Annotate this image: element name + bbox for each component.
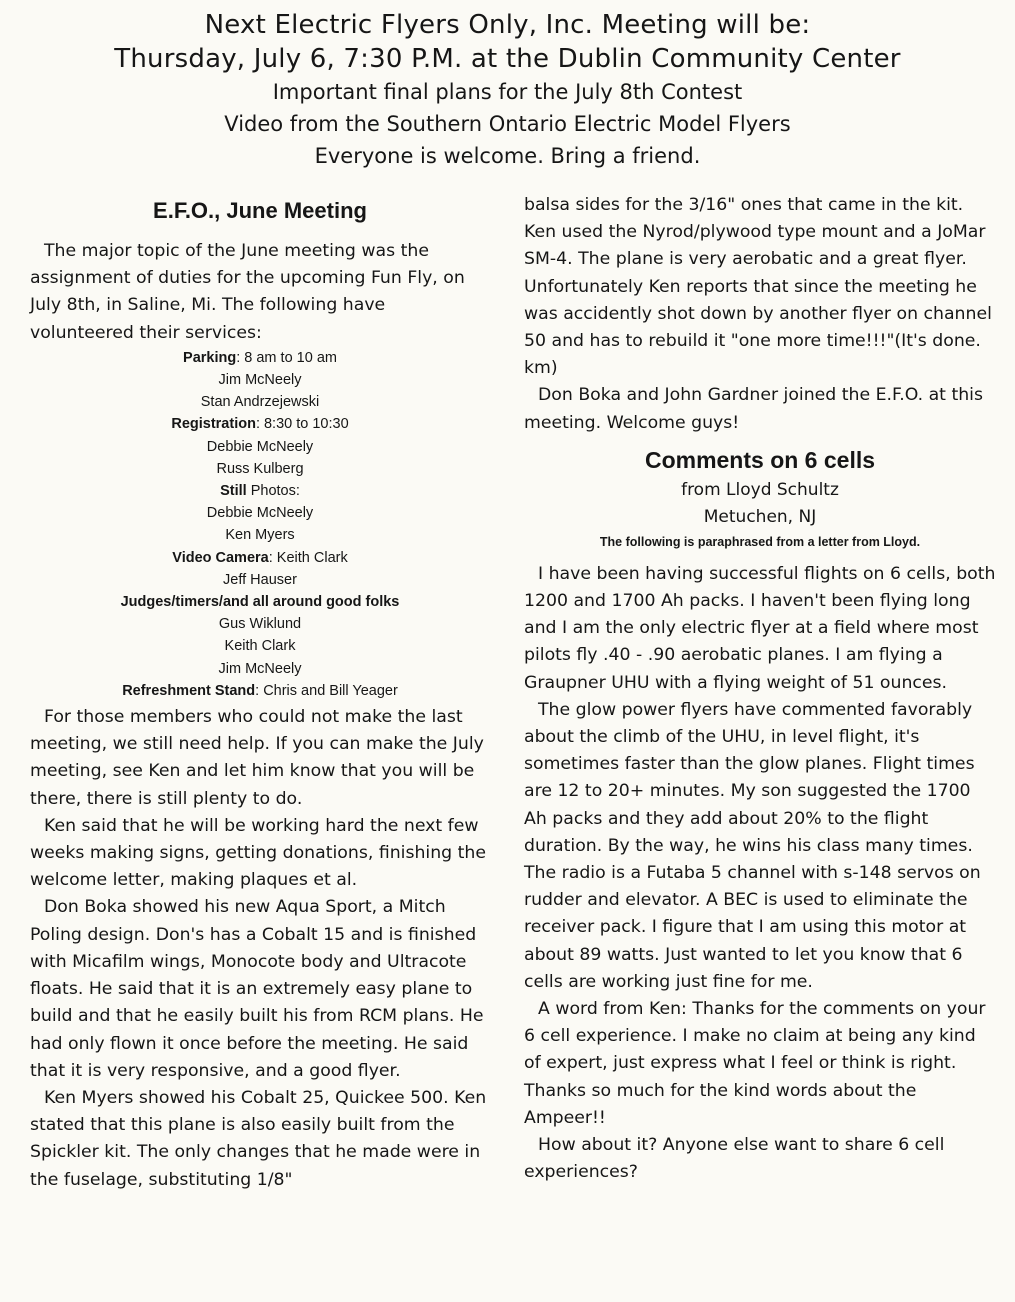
- duty-still-photos: [30, 480, 490, 502]
- left-column: [30, 192, 490, 1194]
- volunteer-name: : Chris and Bill Yeager: [255, 682, 398, 699]
- paragraph-help-needed: For those members who could not make the last meeting, we still need help. If you can make the July meeting, see Ken and let him know that you will be there, there is still plenty to do.: [30, 707, 484, 809]
- volunteer-name: Debbie McNeely: [206, 438, 314, 455]
- right-column: [524, 192, 996, 1187]
- duty-label: Judges/timers/and all around good folks: [120, 594, 400, 611]
- meeting-announcement: [0, 8, 1015, 172]
- volunteer-name: Debbie McNeely: [206, 505, 314, 522]
- volunteer-name: Keith Clark: [224, 638, 296, 655]
- volunteer-name: Jeff Hauser: [223, 571, 297, 588]
- duty-label: Parking: [183, 349, 237, 366]
- duty-label: Still: [220, 483, 247, 500]
- paragraph-quickee-continued: balsa sides for the 3/16" ones that came in the kit. Ken used the Nyrod/plywood type mount and a JoMar SM-4. The plane is very aerobatic and a great flyer. Unfortunately Ken reports that since the meeting he was accidently shot down by another flyer on channel 50 and has to rebuild it "one more time!!!"(It's done. km): [524, 195, 992, 379]
- volunteer-name: Gus Wiklund: [218, 616, 302, 633]
- paragraph-glow-comparison: The glow power flyers have commented favorably about the climb of the UHU, in level flight, it's sometimes faster than the glow planes. Flight times are 12 to 20+ minutes. My son suggested the 1700 Ah packs and they add about 20% to the flight duration. By the way, he wins his class many times. The radio is a Futaba 5 channel with s-148 servos on rudder and elevator. A BEC is used to eliminate the receiver pack. I figure that I am using this motor at about 89 watts. Just wanted to let you know that 6 cells are working just fine for me.: [524, 699, 981, 992]
- duty-judges: [30, 591, 490, 613]
- volunteer-name: Jim McNeely: [218, 372, 302, 389]
- volunteer-name: Stan Andrzejewski: [200, 394, 320, 411]
- duty-video-camera: [30, 547, 490, 569]
- duty-time: Photos:: [246, 483, 300, 500]
- paragraph-six-cell-flights: I have been having successful flights on 6 cells, both 1200 and 1700 Ah packs. I haven't been flying long and I am the only electric flyer at a field where most pilots fly .40 - .90 aerobatic planes. I am flying a Graupner UHU with a flying weight of 51 ounces.: [524, 563, 996, 693]
- paragraph-quickee-500: Ken Myers showed his Cobalt 25, Quickee 500. Ken stated that this plane is also easily built from the Spickler kit. The only changes that he made were in the fuselage, substituting 1/8": [30, 1087, 487, 1190]
- announcement-line-4: Video from the Southern Ontario Electric Model Flyers: [224, 112, 791, 136]
- duty-time: : 8 am to 10 am: [236, 349, 337, 366]
- paragraph-new-members: Don Boka and John Gardner joined the E.F.O. at this meeting. Welcome guys!: [524, 385, 983, 433]
- duty-registration: [30, 413, 490, 435]
- duty-refreshment-stand: [30, 680, 490, 702]
- paragraph-word-from-ken: A word from Ken: Thanks for the comments on your 6 cell experience. I make no claim at being any kind of expert, just express what I feel or think is right. Thanks so much for the kind words about the Ampeer!!: [524, 999, 986, 1128]
- intro-paragraph: The major topic of the June meeting was the assignment of duties for the upcoming Fun Fly, on July 8th, in Saline, Mi. The following have volunteered their services:: [30, 241, 465, 343]
- duty-label: Registration: [171, 416, 256, 433]
- paragraph-share-experiences: How about it? Anyone else want to share 6 cell experiences?: [524, 1135, 945, 1183]
- six-cells-title: Comments on 6 cells: [644, 446, 876, 473]
- paragraph-ken-work: Ken said that he will be working hard the next few weeks making signs, getting donations, finishing the welcome letter, making plaques et al.: [30, 815, 486, 891]
- duty-time: : Keith Clark: [268, 549, 348, 566]
- letter-location: Metuchen, NJ: [703, 506, 817, 527]
- volunteer-name: Jim McNeely: [218, 660, 302, 677]
- june-meeting-title: E.F.O., June Meeting: [153, 198, 367, 223]
- volunteer-name: Russ Kulberg: [216, 460, 304, 477]
- letter-author: from Lloyd Schultz: [681, 479, 839, 500]
- paragraph-aqua-sport: Don Boka showed his new Aqua Sport, a Mitch Poling design. Don's has a Cobalt 15 and is finished with Micafilm wings, Monocote body and Ultracote floats. He said that it is an extremely easy plane to build and that he easily built his from RCM plans. He had only flown it once before the meeting. He said that it is very responsive, and a good flyer.: [30, 897, 484, 1081]
- announcement-line-2: Thursday, July 6, 7:30 P.M. at the Dublin Community Center: [114, 44, 901, 74]
- duty-time: : 8:30 to 10:30: [255, 416, 349, 433]
- announcement-line-3: Important final plans for the July 8th Contest: [272, 80, 743, 104]
- paraphrase-note: The following is paraphrased from a letter from Lloyd.: [599, 534, 921, 549]
- announcement-line-5: Everyone is welcome. Bring a friend.: [314, 144, 701, 168]
- announcement-line-1: Next Electric Flyers Only, Inc. Meeting will be:: [204, 10, 811, 40]
- duty-label: Refreshment Stand: [122, 682, 256, 699]
- volunteer-name: Ken Myers: [225, 527, 295, 544]
- duties-list: [30, 347, 490, 702]
- duty-label: Video Camera: [172, 549, 269, 566]
- duty-parking: [30, 347, 490, 369]
